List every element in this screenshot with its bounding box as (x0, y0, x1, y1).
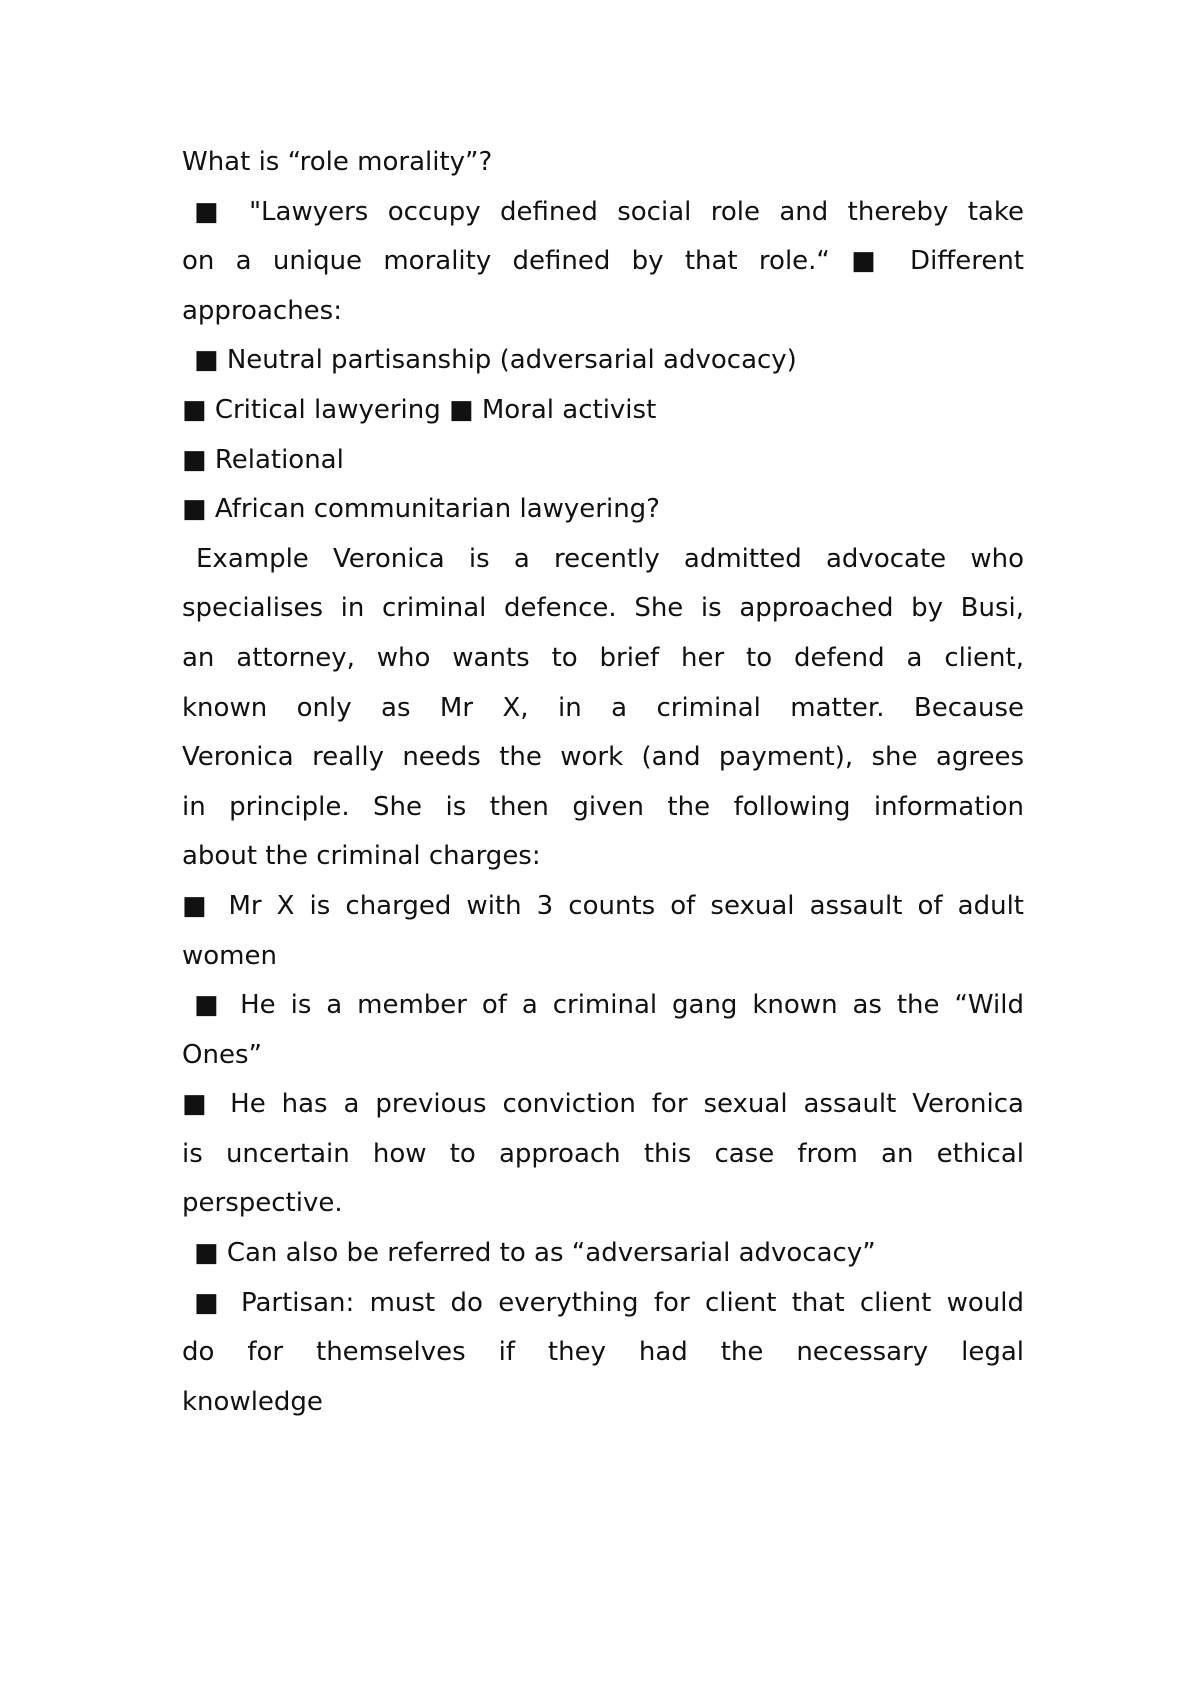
text-line: known only as Mr X, in a criminal matter. Because (182, 692, 1024, 723)
text-line: What is “role morality”? (182, 147, 493, 177)
text-line: women (182, 940, 277, 971)
text-line: ■ Partisan: must do everything for client that client would (194, 1287, 1024, 1318)
text-line: approaches: (182, 295, 342, 326)
text-line: in principle. She is then given the following information (182, 791, 1024, 822)
text-line: perspective. (182, 1188, 343, 1219)
text-line: knowledge (182, 1386, 323, 1417)
text-line: ■ Relational (182, 444, 344, 475)
text-line: ■ He is a member of a criminal gang known as the “Wild (194, 990, 1024, 1021)
text-line: Ones” (182, 1039, 262, 1070)
text-line: on a unique morality defined by that role.“ ■ Different (182, 246, 1024, 277)
text-line: Example Veronica is a recently admitted advocate who (196, 543, 1024, 574)
text-line: Veronica really needs the work (and payment), she agrees (182, 742, 1024, 773)
text-line: do for themselves if they had the necessary legal (182, 1337, 1024, 1368)
text-line: is uncertain how to approach this case from an ethical (182, 1138, 1024, 1169)
text-line: ■ "Lawyers occupy defined social role and thereby take (194, 196, 1024, 227)
text-line: ■ He has a previous conviction for sexual assault Veronica (182, 1089, 1024, 1120)
text-line: an attorney, who wants to brief her to defend a client, (182, 642, 1024, 673)
text-line: about the criminal charges: (182, 841, 541, 872)
text-line: ■ Mr X is charged with 3 counts of sexual assault of adult (182, 890, 1024, 921)
text-line: ■ African communitarian lawyering? (182, 494, 660, 525)
text-line: ■ Critical lawyering ■ Moral activist (182, 394, 657, 425)
text-line: specialises in criminal defence. She is approached by Busi, (182, 593, 1024, 624)
text-line: ■ Can also be referred to as “adversarial advocacy” (194, 1238, 876, 1269)
text-line: ■ Neutral partisanship (adversarial advocacy) (194, 345, 797, 376)
document-body (182, 138, 1024, 1427)
